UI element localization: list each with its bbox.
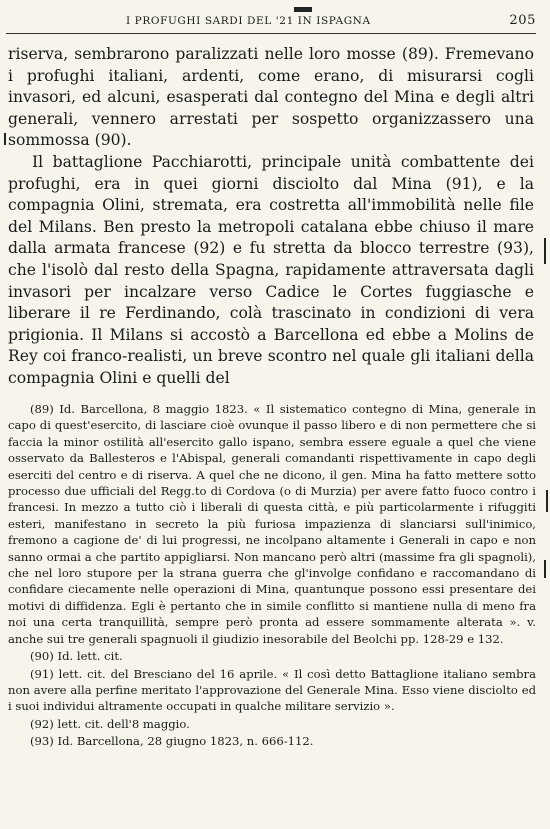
- running-title: I PROFUGHI SARDI DEL '21 IN ISPAGNA: [126, 15, 371, 27]
- header-rule: [6, 33, 536, 34]
- footnote-91: (91) lett. cit. del Bresciano del 16 aprile. « Il così detto Battaglione italiano sembra non avere alla perfine meritato l'approvazione del Generale Mina. Esso viene disciolto ed i suoi individui altramente occupati in qualche militare servizio ».: [8, 666, 536, 714]
- margin-mark: [544, 560, 546, 578]
- footnote-90: (90) Id. lett. cit.: [30, 649, 123, 664]
- running-header: [6, 10, 536, 32]
- footnote-89: (89) Id. Barcellona, 8 maggio 1823. « Il sistematico contegno di Mina, generale in capo di quest'esercito, di lasciare cioè ovunque il passo libero e di non permettere che si faccia la minor ostilità all'esercito gallo ispano, sembra essere eguale a quel che viene osservato da Ballesteros e l'Abispal, generali comandanti rispettivamente in capo degli eserciti del centro e di riserva. A quel che ne dicono, il gen. Mina ha fatto mettere sotto processo due ufficiali del Regg.to di Cordova (o di Murzia) per avere fatto fuoco contro i francesi. In mezzo a tutto ciò i liberali di questa città, e più particolarmente i rifuggiti esteri, manifestano in secreto la più furiosa impazienza di slanciarsi sull'inimico, fremono a cagione de' di lui progressi, ne incolpano altamente i Generali in capo e non sanno ormai a che partito appigliarsi. Non mancano però altri (massime fra gli spagnoli), che nel loro stupore per la strana guerra che gl'involge confidano e raccomandano di confidare ciecamente nelle operazioni di Mina, quantunque possono essi presentare dei motivi di diffidenza. Egli è pertanto che in simile conflitto si mantiene nulla di meno fra noi una certa tranquillità, sempre però pronta ad essere sommamente alterata ». v. anche sui tre generali spagnuoli il giudizio inesorabile del Beolchi pp. 128-29 e 132.: [8, 402, 536, 646]
- main-text: [8, 44, 534, 390]
- margin-mark: [544, 238, 546, 264]
- page-number: 205: [509, 13, 536, 28]
- margin-mark: [546, 490, 548, 512]
- paragraph: riserva, sembrarono paralizzati nelle loro mosse (89). Fremevano i profughi italiani, ardenti, come erano, di misurarsi cogli invasori, ed alcuni, esasperati dal contegno del Mina e degli altri generali, vennero arrestati per sospetto organizzassero una sommossa (90).: [8, 45, 534, 150]
- margin-mark: [4, 133, 6, 145]
- footnote-92: (92) lett. cit. dell'8 maggio.: [30, 716, 190, 731]
- ink-mark: [294, 7, 312, 12]
- footnote-93: (93) Id. Barcellona, 28 giugno 1823, n. 666-112.: [30, 734, 314, 749]
- paragraph: Il battaglione Pacchiarotti, principale unità combattente dei profughi, era in quei giorni disciolto dal Mina (91), e la compagnia Olini, stremata, era costretta all'immobilità nelle file del Milans. Ben presto la metropoli catalana ebbe chiuso il mare dalla armata francese (92) e fu stretta da blocco terrestre (93), che l'isolò dal resto della Spagna, rapidamente attraversata dagli invasori per incalzare verso Cadice le Cortes fuggiasche e liberare il re Ferdinando, colà trascinato in condizioni di vera prigionia. Il Milans si accostò a Barcellona ed ebbe a Molins de Rey coi franco-realisti, un breve scontro nel quale gli italiani della compagnia Olini e quelli del: [8, 152, 534, 387]
- footnotes: [8, 401, 536, 750]
